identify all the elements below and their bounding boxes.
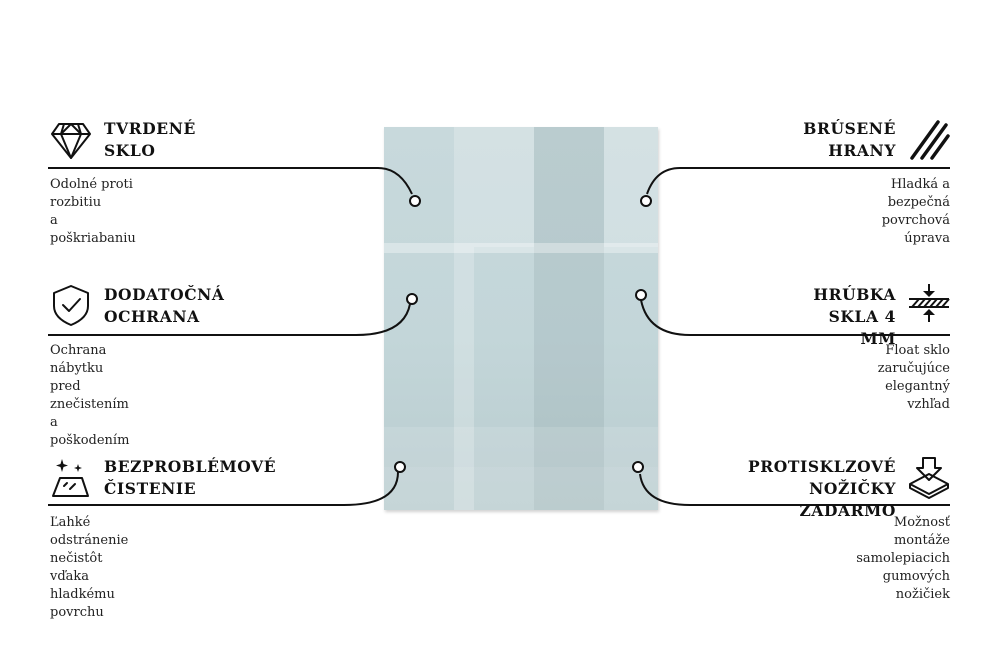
connector-protection	[48, 304, 410, 335]
feature-title: HRÚBKA SKLA 4 MM	[813, 285, 896, 348]
polished-edge-icon	[908, 118, 950, 162]
connector-dot-cleaning	[395, 462, 405, 472]
connector-dot-thickness	[636, 290, 646, 300]
thickness-icon	[908, 284, 950, 328]
feature-description: Ľahké odstránenie nečistôt vďaka hladkému povrchu	[50, 515, 129, 620]
feature-description: Odolné proti rozbitiu a poškriabaniu	[50, 177, 136, 246]
feature-description: Ochrana nábytku pred znečistením a poškodením	[50, 343, 130, 448]
shield-check-icon	[50, 284, 92, 328]
feature-description: Možnosť montáže samolepiacich gumových nožičiek	[856, 515, 950, 602]
feature-title: PROTISKLZOVÉ NOŽIČKY ZADARMO	[748, 457, 896, 520]
connector-dot-tempered	[410, 196, 420, 206]
connector-thickness	[641, 300, 950, 335]
connector-dot-feet	[633, 462, 643, 472]
feature-title: TVRDENÉ SKLO	[104, 119, 196, 160]
connector-dot-protection	[407, 294, 417, 304]
feature-description: Hladká a bezpečná povrchová úprava	[881, 177, 950, 246]
sparkle-surface-icon	[50, 456, 92, 500]
connector-dot-edges	[641, 196, 651, 206]
feature-description: Float sklo zaručujúce elegantný vzhľad	[877, 343, 950, 412]
anti-slip-feet-icon	[908, 456, 950, 500]
feature-title: DODATOČNÁ OCHRANA	[104, 285, 225, 326]
diamond-icon	[50, 118, 92, 162]
feature-title: BRÚSENÉ HRANY	[803, 119, 896, 160]
feature-title: BEZPROBLÉMOVÉ ČISTENIE	[104, 457, 277, 498]
